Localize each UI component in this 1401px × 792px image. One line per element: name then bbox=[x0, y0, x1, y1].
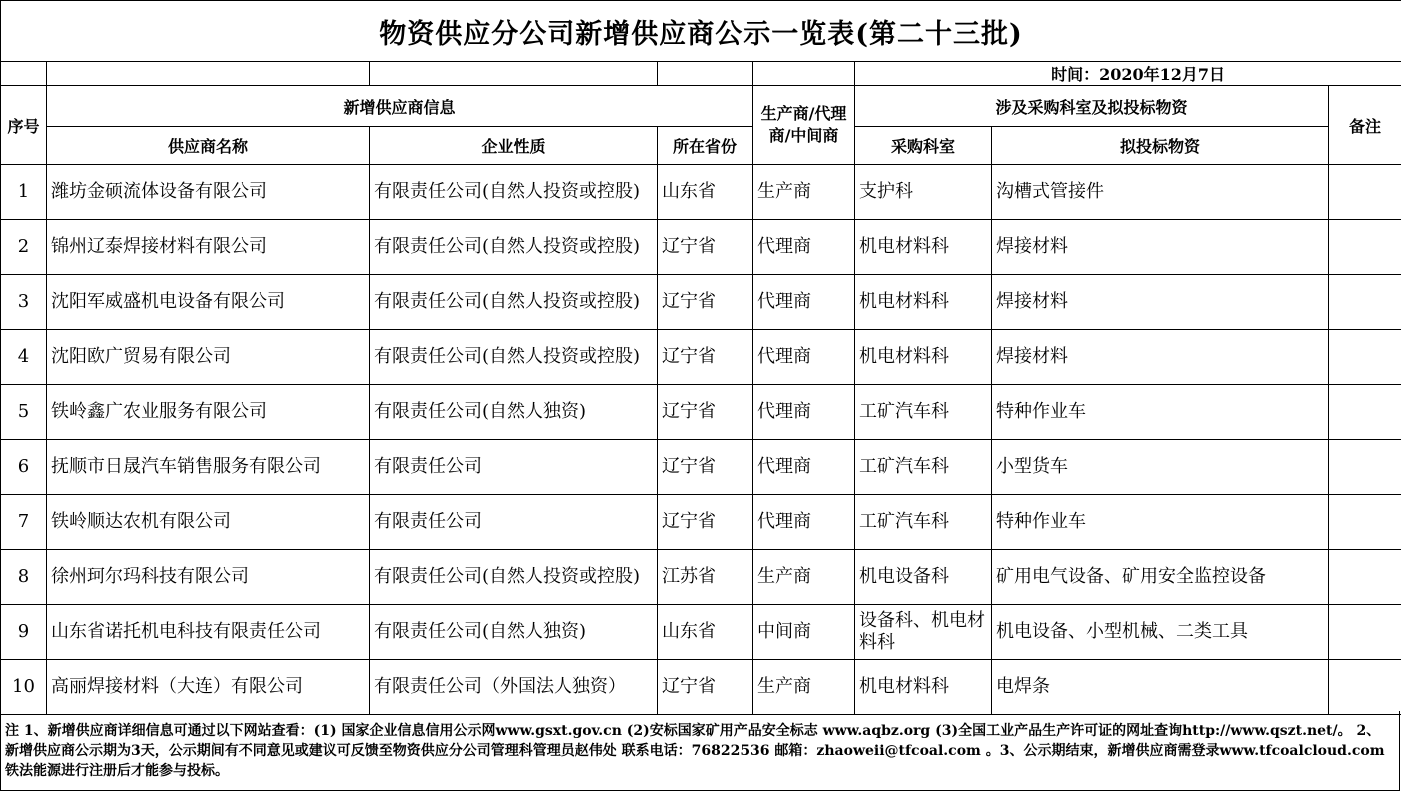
row-department: 机电材料科 bbox=[855, 220, 992, 275]
row-materials: 焊接材料 bbox=[992, 330, 1329, 385]
row-role: 代理商 bbox=[753, 275, 855, 330]
table-body bbox=[1, 165, 1401, 715]
row-materials: 矿用电气设备、矿用安全监控设备 bbox=[992, 550, 1329, 605]
row-province: 辽宁省 bbox=[658, 495, 753, 550]
row-role: 中间商 bbox=[753, 605, 855, 660]
row-materials: 焊接材料 bbox=[992, 275, 1329, 330]
row-role: 代理商 bbox=[753, 330, 855, 385]
row-materials: 机电设备、小型机械、二类工具 bbox=[992, 605, 1329, 660]
row-province: 辽宁省 bbox=[658, 385, 753, 440]
table-row bbox=[1, 440, 1401, 495]
header-procurement: 涉及采购科室及拟投标物资 bbox=[855, 86, 1329, 127]
row-enterprise-nature: 有限责任公司（外国法人独资） bbox=[370, 660, 658, 715]
row-remarks bbox=[1329, 330, 1401, 385]
footnote: 注 1、新增供应商详细信息可通过以下网站查看：(1) 国家企业信息信用公示网www.gsxt.gov.cn (2)安标国家矿用产品安全标志 www.aqbz.org (3)全国工业产品生产许可证的网址查询http://www.qszt.net/。 2、新增供应商公示期为3天，公示期间有不同意见或建议可反馈至物资供应分公司管理科管理员赵伟处 联系电话：76822536 邮箱：zhaoweii@tfcoal.com 。3、公示期结束，新增供应商需登录www.tfcoalcloud.com铁法能源进行注册后才能参与投标。 bbox=[0, 711, 1400, 791]
row-department: 工矿汽车科 bbox=[855, 495, 992, 550]
row-department: 机电设备科 bbox=[855, 550, 992, 605]
row-province: 辽宁省 bbox=[658, 440, 753, 495]
row-province: 山东省 bbox=[658, 605, 753, 660]
row-seq: 9 bbox=[1, 605, 47, 660]
row-supplier-name: 沈阳欧广贸易有限公司 bbox=[47, 330, 370, 385]
row-remarks bbox=[1329, 440, 1401, 495]
row-province: 山东省 bbox=[658, 165, 753, 220]
row-province: 辽宁省 bbox=[658, 220, 753, 275]
table-row bbox=[1, 275, 1401, 330]
header-row-1 bbox=[1, 86, 1401, 127]
row-seq: 10 bbox=[1, 660, 47, 715]
row-supplier-name: 铁岭顺达农机有限公司 bbox=[47, 495, 370, 550]
row-seq: 3 bbox=[1, 275, 47, 330]
header-new-supplier-info: 新增供应商信息 bbox=[47, 86, 753, 127]
header-province: 所在省份 bbox=[658, 127, 753, 165]
row-remarks bbox=[1329, 220, 1401, 275]
row-enterprise-nature: 有限责任公司 bbox=[370, 495, 658, 550]
row-role: 代理商 bbox=[753, 440, 855, 495]
header-enterprise-nature: 企业性质 bbox=[370, 127, 658, 165]
row-seq: 7 bbox=[1, 495, 47, 550]
table-row bbox=[1, 660, 1401, 715]
row-remarks bbox=[1329, 605, 1401, 660]
row-department: 机电材料科 bbox=[855, 330, 992, 385]
row-remarks bbox=[1329, 660, 1401, 715]
row-enterprise-nature: 有限责任公司(自然人投资或控股) bbox=[370, 275, 658, 330]
row-remarks bbox=[1329, 385, 1401, 440]
title-row bbox=[1, 1, 1401, 62]
row-enterprise-nature: 有限责任公司(自然人投资或控股) bbox=[370, 550, 658, 605]
header-department: 采购科室 bbox=[855, 127, 992, 165]
table-row bbox=[1, 165, 1401, 220]
table-row bbox=[1, 550, 1401, 605]
row-seq: 5 bbox=[1, 385, 47, 440]
row-province: 江苏省 bbox=[658, 550, 753, 605]
row-enterprise-nature: 有限责任公司(自然人投资或控股) bbox=[370, 220, 658, 275]
row-role: 生产商 bbox=[753, 165, 855, 220]
row-seq: 1 bbox=[1, 165, 47, 220]
table-row bbox=[1, 605, 1401, 660]
table-row bbox=[1, 330, 1401, 385]
row-supplier-name: 山东省诺托机电科技有限责任公司 bbox=[47, 605, 370, 660]
row-materials: 特种作业车 bbox=[992, 495, 1329, 550]
row-remarks bbox=[1329, 165, 1401, 220]
row-enterprise-nature: 有限责任公司 bbox=[370, 440, 658, 495]
header-remarks: 备注 bbox=[1329, 86, 1401, 165]
row-seq: 2 bbox=[1, 220, 47, 275]
header-seq: 序号 bbox=[1, 86, 47, 165]
page-title: 物资供应分公司新增供应商公示一览表(第二十三批) bbox=[1, 1, 1401, 62]
row-department: 设备科、机电材料科 bbox=[855, 605, 992, 660]
row-seq: 6 bbox=[1, 440, 47, 495]
table-row bbox=[1, 220, 1401, 275]
row-enterprise-nature: 有限责任公司(自然人投资或控股) bbox=[370, 165, 658, 220]
row-supplier-name: 潍坊金硕流体设备有限公司 bbox=[47, 165, 370, 220]
row-department: 工矿汽车科 bbox=[855, 440, 992, 495]
date-text: 时间：2020年12月7日 bbox=[855, 62, 1401, 86]
row-role: 生产商 bbox=[753, 550, 855, 605]
row-materials: 电焊条 bbox=[992, 660, 1329, 715]
row-supplier-name: 锦州辽泰焊接材料有限公司 bbox=[47, 220, 370, 275]
row-role: 代理商 bbox=[753, 220, 855, 275]
header-role: 生产商/代理商/中间商 bbox=[753, 86, 855, 165]
table-row bbox=[1, 385, 1401, 440]
row-materials: 小型货车 bbox=[992, 440, 1329, 495]
table-row bbox=[1, 495, 1401, 550]
row-remarks bbox=[1329, 275, 1401, 330]
header-materials: 拟投标物资 bbox=[992, 127, 1329, 165]
row-materials: 沟槽式管接件 bbox=[992, 165, 1329, 220]
row-remarks bbox=[1329, 495, 1401, 550]
empty-cell bbox=[47, 62, 370, 86]
date-row bbox=[1, 62, 1401, 86]
row-province: 辽宁省 bbox=[658, 275, 753, 330]
row-department: 支护科 bbox=[855, 165, 992, 220]
row-supplier-name: 高丽焊接材料（大连）有限公司 bbox=[47, 660, 370, 715]
row-supplier-name: 徐州珂尔玛科技有限公司 bbox=[47, 550, 370, 605]
row-province: 辽宁省 bbox=[658, 330, 753, 385]
row-enterprise-nature: 有限责任公司(自然人独资) bbox=[370, 385, 658, 440]
row-supplier-name: 铁岭鑫广农业服务有限公司 bbox=[47, 385, 370, 440]
row-province: 辽宁省 bbox=[658, 660, 753, 715]
row-supplier-name: 抚顺市日晟汽车销售服务有限公司 bbox=[47, 440, 370, 495]
row-role: 生产商 bbox=[753, 660, 855, 715]
header-supplier-name: 供应商名称 bbox=[47, 127, 370, 165]
row-department: 工矿汽车科 bbox=[855, 385, 992, 440]
header-row-2 bbox=[1, 127, 1401, 165]
row-enterprise-nature: 有限责任公司(自然人投资或控股) bbox=[370, 330, 658, 385]
empty-cell bbox=[1, 62, 47, 86]
row-role: 代理商 bbox=[753, 495, 855, 550]
row-role: 代理商 bbox=[753, 385, 855, 440]
row-materials: 焊接材料 bbox=[992, 220, 1329, 275]
empty-cell bbox=[658, 62, 753, 86]
row-department: 机电材料科 bbox=[855, 275, 992, 330]
empty-cell bbox=[370, 62, 658, 86]
row-enterprise-nature: 有限责任公司(自然人独资) bbox=[370, 605, 658, 660]
row-supplier-name: 沈阳军威盛机电设备有限公司 bbox=[47, 275, 370, 330]
row-seq: 8 bbox=[1, 550, 47, 605]
row-seq: 4 bbox=[1, 330, 47, 385]
empty-cell bbox=[753, 62, 855, 86]
row-remarks bbox=[1329, 550, 1401, 605]
row-department: 机电材料科 bbox=[855, 660, 992, 715]
row-materials: 特种作业车 bbox=[992, 385, 1329, 440]
